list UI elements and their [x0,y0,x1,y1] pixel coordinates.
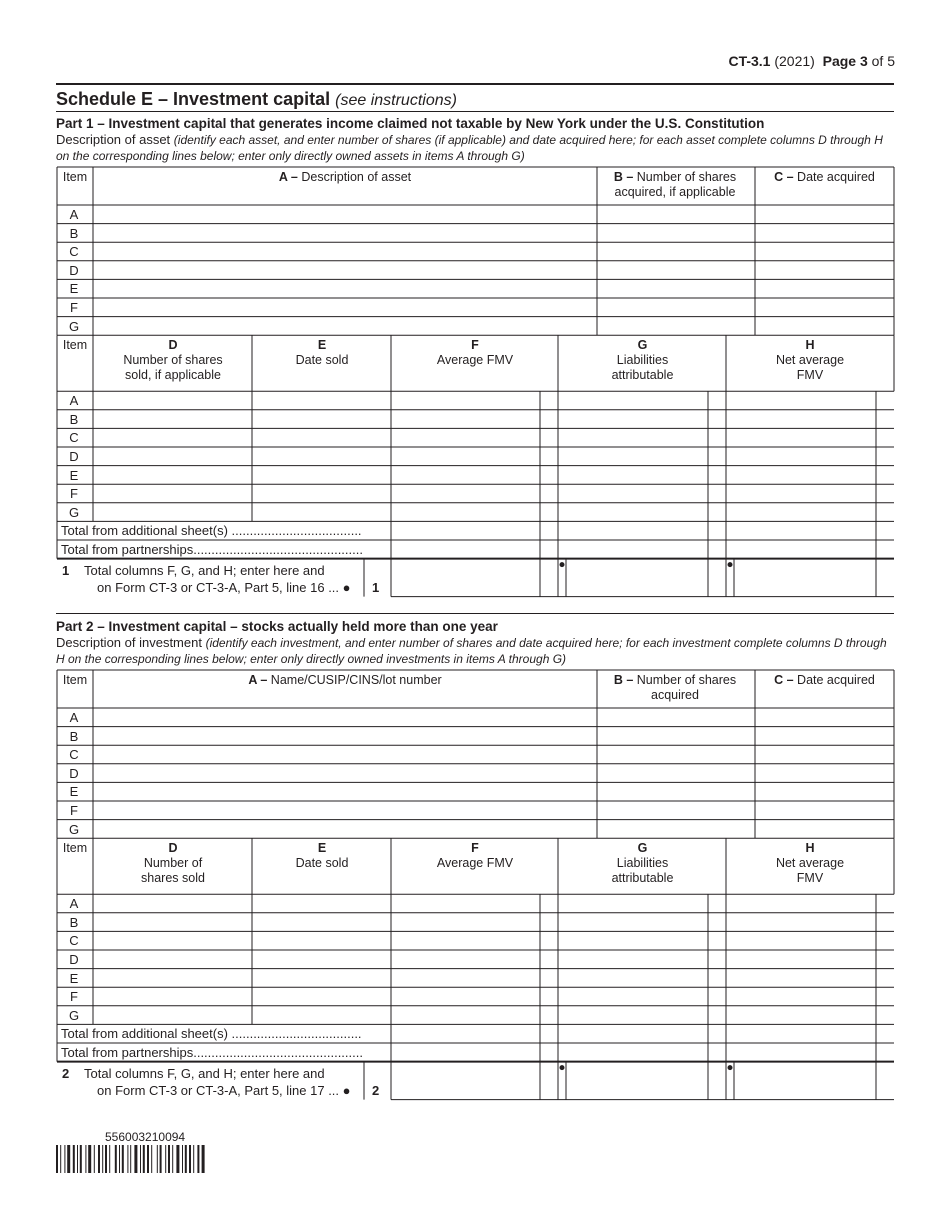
barcode-bar [185,1145,187,1173]
page-label: Page 3 [822,53,868,69]
barcode-bar [157,1145,158,1173]
part2-title: Part 2 – Investment capital – stocks actually held more than one year [56,619,498,634]
part1-col-b-header: B – Number of shares acquired, if applicable [613,170,737,199]
line2-text-2: on Form CT-3 or CT-3-A, Part 5, line 17 ... ● [97,1083,351,1098]
part2-col-d-header: D Number of shares sold [141,841,205,885]
part1-col-g-header: G Liabilities attributable [611,338,674,382]
barcode-bar [85,1145,86,1173]
row-letter-c: C [69,933,79,949]
barcode-bar [151,1145,152,1173]
barcode-bar [60,1145,61,1173]
part1-total-partnerships: Total from partnerships............................................... [61,542,363,557]
barcode-bar [73,1145,75,1173]
part1-title: Part 1 – Investment capital that generates income claimed not taxable by New York under the U.S. Constitution [56,116,765,131]
row-letter-d: D [69,449,79,464]
row-letter-b: B [69,914,79,930]
part2-desc-lead: Description of investment [56,635,202,650]
row-letter-g: G [68,318,80,334]
barcode-number: 556003210094 [105,1130,186,1144]
bullet-icon: ● [342,1083,351,1098]
barcode-bar [160,1145,162,1173]
part1-col-e-header: E Date sold [295,338,349,367]
part2-col-b-header: B – Number of shares acquired [613,673,737,702]
part2-col-g-header: G Liabilities attributable [611,841,674,885]
barcode-bar [189,1145,191,1173]
row-letter-c: C [69,244,79,260]
part2-col-c-header: C – Date acquired [774,673,875,687]
part2-col-f-header: F Average FMV [436,841,514,870]
row-letter-e: E [69,281,79,297]
barcode-bar [94,1145,95,1173]
line2-box-number: 2 [372,1083,380,1098]
barcode-bar [115,1145,117,1173]
barcode-bar [182,1145,183,1173]
barcode-bar [127,1145,128,1173]
barcode-bar [80,1145,82,1173]
row-letter-f: F [70,989,78,1005]
bullet-icon: ● [342,580,351,595]
barcode-bar [168,1145,170,1173]
barcode-bar [130,1145,131,1173]
row-letter-f: F [70,486,78,502]
part2-desc-italic: (identify each investment, and enter number of shares and date acquired here; for each investment complete columns D through H on the corresponding lines below; enter only directly owned investments in items A through G) [56,636,887,666]
line1-text-2: on Form CT-3 or CT-3-A, Part 5, line 16 ... ● [97,580,351,595]
row-letter-d: D [69,765,79,781]
barcode-bar [140,1145,141,1173]
line1-text-1: Total columns F, G, and H; enter here and [84,563,325,578]
row-letter-a: A [69,896,79,912]
barcode-bar [176,1145,179,1173]
part2-total-additional: Total from additional sheet(s) .................................... [61,1026,362,1041]
row-letter-c: C [69,747,79,763]
part1-col-f-header: F Average FMV [436,338,514,367]
barcode-image [56,1145,240,1173]
part1-item-header: Item [62,170,88,184]
barcode-bar [88,1145,91,1173]
line2-number: 2 [62,1066,70,1081]
row-letter-d: D [69,262,79,278]
row-letter-b: B [69,411,79,427]
row-letter-b: B [69,225,79,241]
part1-desc-italic: (identify each asset, and enter number of shares (if applicable) and date acquired here; for each asset complete columns D through H on the corresponding lines below; enter only directly owned assets in items A through G) [56,133,883,163]
barcode-bar [134,1145,137,1173]
row-letter-a: A [69,207,79,222]
barcode-bar [172,1145,173,1173]
barcode-bar [67,1145,70,1173]
row-letter-e: E [69,467,79,483]
form-year: (2021) [774,53,815,69]
part1-col-c-header: C – Date acquired [774,170,875,184]
part1-total-additional: Total from additional sheet(s) .................................... [61,523,362,538]
row-letter-e: E [69,970,79,986]
page-of: of 5 [871,53,895,69]
barcode-bar [147,1145,149,1173]
barcode-bar [105,1145,107,1173]
line2-text-1: Total columns F, G, and H; enter here and [84,1066,325,1081]
row-letter-e: E [69,784,79,800]
line1-box-number: 1 [372,580,380,595]
row-letter-b: B [69,728,79,744]
row-letter-a: A [69,393,79,409]
part1-col-a-header: A – Description of asset [278,170,412,184]
line1-number: 1 [62,563,70,578]
row-letter-g: G [68,504,80,520]
schedule-note: (see instructions) [335,92,457,109]
barcode-bar [193,1145,194,1173]
part2-item-header-2: Item [62,841,88,855]
row-letter-f: F [70,803,78,818]
schedule-title-text: Schedule E – Investment capital [56,89,331,109]
part1-desc-lead: Description of asset [56,132,171,147]
row-letter-f: F [70,300,78,315]
row-letter-c: C [69,430,79,446]
barcode-bar [202,1145,205,1173]
barcode-bar [122,1145,124,1173]
part2-col-a-header: A – Name/CUSIP/CINS/lot number [248,673,442,687]
row-letter-d: D [69,952,79,967]
barcode-bar [98,1145,100,1173]
part2-col-h-header: H Net average FMV [775,841,845,885]
barcode-bar [165,1145,166,1173]
part2-col-e-header: E Date sold [295,841,349,870]
barcode-bar [109,1145,110,1173]
barcode-bar [102,1145,103,1173]
part2-total-partnerships: Total from partnerships............................................... [61,1045,363,1060]
row-letter-g: G [68,1007,80,1023]
barcode-bar [119,1145,120,1173]
part1-item-header-2: Item [62,338,88,352]
part2-item-header: Item [62,673,88,687]
barcode-bar [77,1145,78,1173]
barcode-bar [56,1145,58,1173]
part1-col-h-header: H Net average FMV [775,338,845,382]
part1-col-d-header: D Number of shares sold, if applicable [123,338,223,382]
form-number: CT-3.1 [728,53,771,69]
barcode-bar [143,1145,145,1173]
row-letter-g: G [68,821,80,837]
row-letter-a: A [69,710,79,725]
barcode-bar [64,1145,65,1173]
barcode-bar [197,1145,199,1173]
